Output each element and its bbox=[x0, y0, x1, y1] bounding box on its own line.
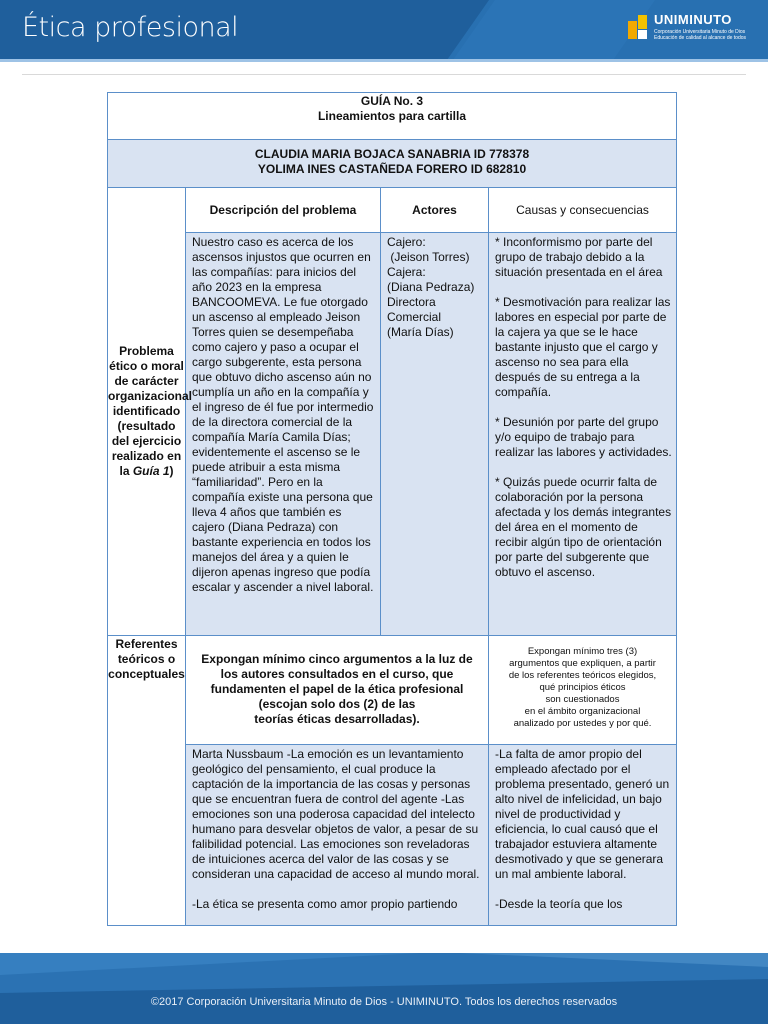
argument-paragraph: -La ética se presenta como amor propio partiendo bbox=[192, 897, 458, 911]
actor-line: Directora Comercial bbox=[387, 295, 442, 324]
arguments-prompt: Expongan mínimo cinco argumentos a la luz de los autores consultados en el curso, que fundamenten el papel de la ética profesional (escojan solo dos (2) de las teorías éticas desarrolladas). bbox=[186, 636, 489, 745]
row-label-references: Referentes teóricos o conceptuales bbox=[108, 636, 186, 926]
principle-paragraph: -La falta de amor propio del empleado afectado por el problema presentado, generó un alto nivel de infelicidad, un bajo nivel de productividad y eficiencia, lo cual causó que el trabajador estuviera altamente desmotivado y que se generara un mal ambiente laboral. bbox=[495, 747, 670, 881]
arguments-text bbox=[186, 745, 489, 926]
actor-line: (María Días) bbox=[387, 325, 454, 339]
footer-copyright: ©2017 Corporación Universitaria Minuto de Dios - UNIMINUTO. Todos los derechos reservados bbox=[150, 996, 618, 1008]
student-name: YOLIMA INES CASTAÑEDA FORERO ID 682810 bbox=[257, 162, 527, 176]
guide-subtitle: Lineamientos para cartilla bbox=[317, 109, 467, 123]
argument-paragraph: Marta Nussbaum -La emoción es un levantamiento geológico del pensamiento, el cual produce la captación de la importancia de las cosas y personas que se encuentran fuera de control del agente -Las emociones son una poderosa capacidad del intelecto humano para desvelar objetos de valor, a pesar de su falibilidad potencial. Las emociones son reveladoras de intuiciones acerca del valor de las cosas y se consideran una capacidad de acceso al mundo moral. bbox=[192, 747, 480, 881]
cause-item: * Desunión por parte del grupo y/o equipo de trabajo para realizar las labores y actividades. bbox=[495, 415, 672, 459]
principle-paragraph: -Desde la teoría que los bbox=[495, 897, 623, 911]
uniminuto-logo bbox=[628, 11, 758, 47]
column-header-description: Descripción del problema bbox=[186, 188, 381, 233]
principles-text bbox=[489, 745, 677, 926]
logo-mark-icon bbox=[628, 13, 650, 43]
header-stripe bbox=[0, 59, 768, 62]
logo-subtitle: Corporación Universitaria Minuto de Dios Educación de calidad al alcance de todos bbox=[654, 29, 747, 41]
divider bbox=[22, 74, 746, 75]
column-header-actors: Actores bbox=[381, 188, 489, 233]
cause-item: * Inconformismo por parte del grupo de trabajo debido a la situación presentada en el área bbox=[495, 235, 663, 279]
cause-item: * Desmotivación para realizar las labores en especial por parte de la cajera ya que se le hace bastante injusto que el cargo y ascenso no sea para ella después de su entrega a la compañía. bbox=[495, 295, 671, 399]
page-title: Ética profesional bbox=[22, 12, 239, 43]
actor-line: (Jeison Torres) bbox=[387, 250, 470, 264]
students-cell bbox=[108, 140, 677, 188]
page-header bbox=[0, 0, 768, 62]
guide-table bbox=[107, 92, 677, 926]
actor-line: Cajera: bbox=[387, 265, 426, 279]
causes-list bbox=[489, 233, 677, 636]
problem-description: Nuestro caso es acerca de los ascensos injustos que ocurren en las compañías: para inicios del año 2023 en la empresa BANCOOMEVA. Le fue otorgado un ascenso al empleado Jeison Torres quien se desempeñaba como cajero y paso a ocupar el cargo subgerente, esta persona que obtuvo dicho ascenso aún no cumplía un año en la compañía y el ingreso de él fue por intermedio de la directora comercial de la compañía María Camila Días; evidentemente el ascenso se le puede atribuir a esta misma “familiaridad”. Pero en la compañía existe una persona que lleva 4 años que también es cajero (Diana Pedraza) con bastante experiencia en todos los manejos del área y a quien le dijeron apenas ingreso que podía escalar y ascender a nivel laboral. bbox=[186, 233, 381, 636]
guide-title-cell bbox=[108, 93, 677, 140]
row-label-problem: Problema ético o moral de carácter organizacional identificado (resultado del ejercicio realizado en la Guía 1) bbox=[108, 188, 186, 636]
logo-name: UNIMINUTO bbox=[654, 12, 732, 27]
actor-line: (Diana Pedraza) bbox=[387, 280, 475, 294]
column-header-causes: Causas y consecuencias bbox=[489, 188, 677, 233]
student-name: CLAUDIA MARIA BOJACA SANABRIA ID 778378 bbox=[254, 147, 530, 161]
actor-line: Cajero: bbox=[387, 235, 426, 249]
actors-list bbox=[381, 233, 489, 636]
cause-item: * Quizás puede ocurrir falta de colaboración por la persona afectada y los demás integrantes del área en el momento de recibir algún tipo de orientación por parte del subgerente que obtuvo el ascenso. bbox=[495, 475, 672, 579]
guia-reference: Guía 1 bbox=[132, 464, 170, 478]
footer-band bbox=[0, 953, 768, 1024]
guide-number: GUÍA No. 3 bbox=[360, 94, 424, 108]
principles-prompt: Expongan mínimo tres (3) argumentos que expliquen, a partir de los referentes teóricos elegidos, qué principios éticos son cuestionados en el ámbito organizacional analizado por ustedes y por qué. bbox=[489, 636, 677, 745]
